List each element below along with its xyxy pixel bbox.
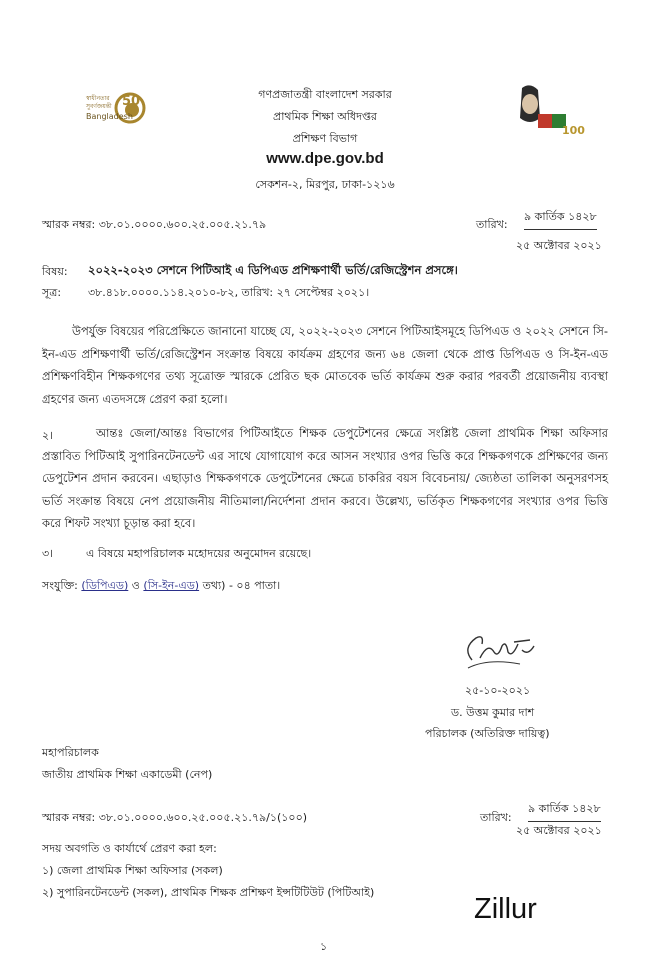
logo-right-number: 100	[562, 124, 585, 137]
memo-number	[42, 216, 266, 235]
memo2-date-english: ২৫ অক্টোবর ২০২১	[516, 824, 602, 837]
page-number: ১	[320, 940, 328, 953]
copy-item-1: ১) জেলা প্রাথমিক শিক্ষা অফিসার (সকল)	[42, 864, 223, 877]
logo-left-text: Bangladesh	[86, 112, 133, 121]
subject-label: বিষয়:	[42, 265, 68, 278]
memo2-date-bangla: ৯ কার্তিক ১৪২৮	[528, 800, 601, 822]
body-paragraph-2: আন্তঃ জেলা/আন্তঃ বিভাগের পিটিআইতে শিক্ষক ডেপুটেশনের ক্ষেত্রে সংশ্লিষ্ট জেলা প্রাথমিক শিক্ষা অফিসার প্রস্তাবিত পিটিআই সুপারিনটেনডেন্ট এর সাথে যোগাযোগ করে আসন সংখ্যার ওপর ভিত্তি করে শিক্ষকগণকে প্রশিক্ষণের জন্য ডেপুটেশন প্রদান করবেন। এছাড়াও শিক্ষকগণকে ডেপুটেশনের ক্ষেত্রে চাকরির বয়স বিবেচনায়/ জ্যেষ্ঠতা তালিকা অনুসরণসহ ভর্তি সংক্রান্ত বিষয়ে নেপ প্রয়োজনীয় নীতিমালা/নির্দেশনা প্রদান করবে। উল্লেখ্য, ভর্তিকৃত শিক্ষকগণের সংখ্যার ওপর ভিত্তি করে শিফট সংখ্যা চূড়ান্ত করা হবে।	[42, 426, 608, 530]
header-website[interactable]: www.dpe.gov.bd	[266, 150, 384, 167]
paragraph-2-number: ২।	[42, 429, 54, 442]
mujib-100-logo	[508, 84, 584, 142]
attachment-link-cinead[interactable]: (সি-ইন-এড)	[143, 579, 200, 592]
signature-title: পরিচালক (অতিরিক্ত দায়িত্ব)	[425, 727, 550, 740]
memo-label: স্মারক নম্বর:	[42, 218, 96, 231]
header-dept: প্রাথমিক শিক্ষা অধিদপ্তর	[273, 110, 377, 123]
signature-date: ২৫-১০-২০২১	[465, 684, 531, 697]
svg-text:স্বাধীনতার: স্বাধীনতার	[86, 95, 110, 102]
memo-date-english: ২৫ অক্টোবর ২০২১	[516, 239, 602, 252]
signature-name: ড. উত্তম কুমার দাশ	[451, 706, 535, 719]
signature-image	[458, 628, 542, 674]
memo2-date-label: তারিখ:	[480, 811, 512, 824]
logo-left-number: 50	[122, 94, 141, 109]
watermark-text: Zillur	[474, 893, 537, 925]
memo2-label: স্মারক নম্বর:	[42, 811, 96, 824]
copy-item-2: ২) সুপারিনটেনডেন্ট (সকল), প্রাথমিক শিক্ষক প্রশিক্ষণ ইন্সটিটিউট (পিটিআই)	[42, 886, 375, 899]
reference-text: ৩৮.৪১৮.০০০০.১১৪.২০১০-৮২, তারিখ: ২৭ সেপ্টেম্বর ২০২১।	[88, 286, 370, 299]
body-paragraph-1: উপর্যুক্ত বিষয়ের পরিপ্রেক্ষিতে জানানো যাচ্ছে যে, ২০২২-২০২৩ সেশনে পিটিআইসমূহে ডিপিএড ও ২০২২ সেশনে সি-ইন-এড প্রশিক্ষণার্থী ভর্তি/রেজিস্ট্রেশন সংক্রান্ত বিষয়ে কার্যক্রম গ্রহণের জন্য ৬৪ জেলা থেকে প্রাপ্ত ডিপিএড ও সি-ইন-এড প্রশিক্ষণবিহীন শিক্ষকগণের তথ্য সূত্রোক্ত স্মারকে প্রেরিত ছক মোতবেক ভর্তি কার্যক্রম শুরু করার পরবর্তী প্রয়োজনীয় ব্যবস্থা গ্রহণের জন্য এতদসঙ্গে প্রেরণ করা হলো।	[42, 324, 608, 406]
attachment-link-dped[interactable]: (ডিপিএড)	[81, 579, 129, 592]
body-paragraph-3: এ বিষয়ে মহাপরিচালক মহোদয়ের অনুমোদন রয়েছে।	[86, 547, 312, 560]
copy-intro: সদয় অবগতি ও কার্যার্থে প্রেরণ করা হল:	[42, 842, 217, 855]
bangladesh-50-logo	[84, 86, 146, 130]
attachment-label: সংযুক্তি:	[42, 579, 78, 592]
reference-label: সূত্র:	[42, 286, 62, 299]
recipient-line-2: জাতীয় প্রাথমিক শিক্ষা একাডেমী (নেপ)	[42, 768, 213, 781]
svg-text:সুবর্ণজয়ন্তী: সুবর্ণজয়ন্তী	[86, 103, 112, 110]
memo2-number	[42, 809, 307, 828]
memo-date-label: তারিখ:	[476, 218, 508, 231]
header-gov: গণপ্রজাতন্ত্রী বাংলাদেশ সরকার	[258, 88, 392, 101]
recipient-line-1: মহাপরিচালক	[42, 746, 99, 759]
memo-number-value: ৩৮.০১.০০০০.৬০০.২৫.০০৫.২১.৭৯	[98, 218, 267, 231]
paragraph-3-number: ৩।	[42, 547, 54, 560]
header-division: প্রশিক্ষণ বিভাগ	[292, 132, 358, 145]
attachment-rest: তথ্য) - ০৪ পাতা।	[202, 579, 281, 592]
header-address: সেকশন-২, মিরপুর, ঢাকা-১২১৬	[255, 178, 395, 191]
subject-text: ২০২২-২০২৩ সেশনে পিটিআই এ ডিপিএড প্রশিক্ষণার্থী ভর্তি/রেজিস্ট্রেশন প্রসঙ্গে।	[88, 263, 458, 277]
memo2-number-value: ৩৮.০১.০০০০.৬০০.২৫.০০৫.২১.৭৯/১(১০০)	[98, 811, 308, 824]
attachment-and: ও	[131, 579, 140, 592]
memo-date-bangla: ৯ কার্তিক ১৪২৮	[524, 208, 597, 230]
attachment-line	[42, 577, 280, 596]
